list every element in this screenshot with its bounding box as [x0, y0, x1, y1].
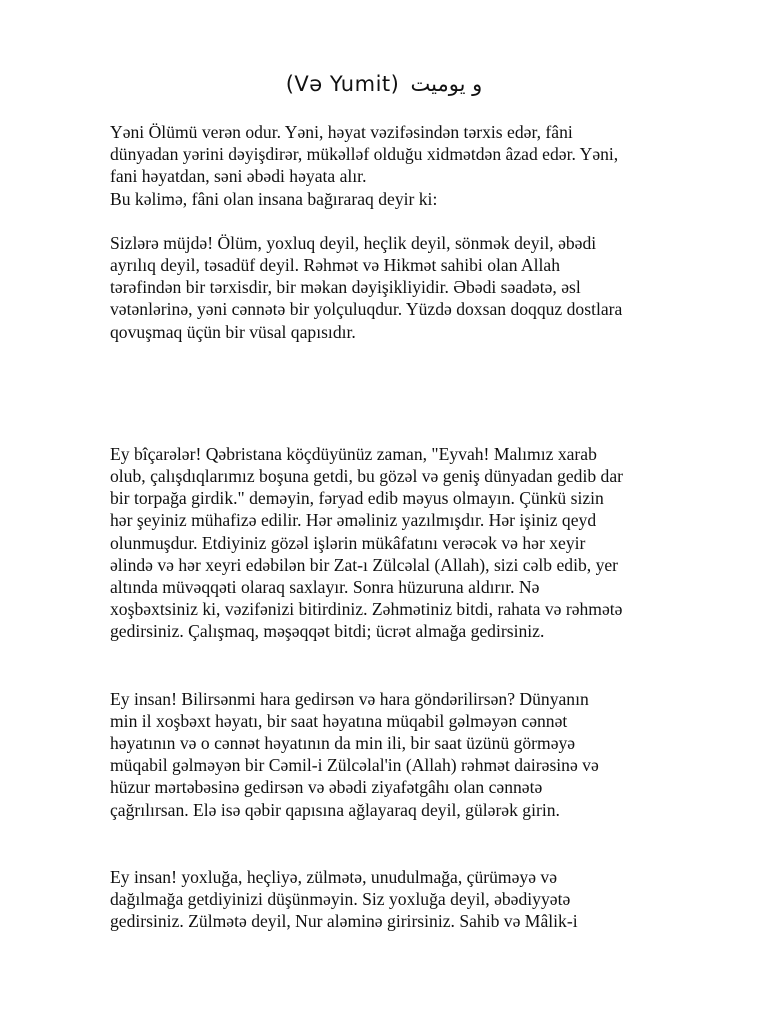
- document-body: [110, 121, 720, 932]
- paragraph-4: Ey bîçarələr! Qəbristana köçdüyünüz zaman, "Eyvah! Malımız xarab olub, çalışdıqlarımız boşuna getdi, bu gözəl və geniş dünyadan gedib dar bir torpağa girdik." deməyin, fəryad edib məyus olmayın. Çünkü sizin hər şeyiniz mühafizə edilir. Hər əməliniz yazılmışdır. Hər işiniz qeyd olunmuşdur. Etdiyiniz gözəl işlərin mükâfatını verəcək və hər xeyir əlində və hər xeyri edəbilən bir Zat-ı Zülcəlal (Allah), sizi cəlb edib, yer altında müvəqqəti olaraq saxlayır. Sonra hüzuruna aldırır. Nə xoşbəxtsiniz ki, vəzifənizi bitirdiniz. Zəhmətiniz bitdi, rahata və rəhmətə gedirsiniz. Çalışmaq, məşəqqət bitdi; ücrət almağa gedirsiniz.: [110, 443, 624, 642]
- paragraph-3: Sizlərə müjdə! Ölüm, yoxluq deyil, heçlik deyil, sönmək deyil, əbədi ayrılıq deyil, təsadüf deyil. Rəhmət və Hikmət sahibi olan Allah tərəfindən bir tərxisdir, bir məkan dəyişikliyidir. Əbədi səadətə, əsl vətənlərinə, yəni cənnətə bir yolçuluqdur. Yüzdə doxsan doqquz dostlara qovuşmaq üçün bir vüsal qapısıdır.: [110, 232, 623, 342]
- paragraph-5: Ey insan! Bilirsənmi hara gedirsən və hara göndərilirsən? Dünyanın min il xoşbəxt həyatı, bir saat həyatına müqabil gəlməyən cənnət həyatının və o cənnət həyatının da min ili, bir saat üzünü görməyə müqabil gəlməyən bir Cəmil-i Zülcəlal'in (Allah) rəhmət dairəsinə və hüzur mərtəbəsinə gedirsən və əbədi ziyafətgâhı olan cənnətə çağrılırsan. Elə isə qəbir qapısına ağlayaraq deyil, gülərək girin.: [110, 688, 599, 820]
- title-latin: (Və Yumit): [285, 72, 400, 96]
- paragraph-6: Ey insan! yoxluğa, heçliyə, zülmətə, unudulmağa, çürüməyə və dağılmağa getdiyinizi düşünməyin. Siz yoxluğa deyil, əbədiyyətə gedirsiniz. Zülmətə deyil, Nur aləminə girirsiniz. Sahib və Mâlik-i: [110, 866, 578, 932]
- title-arabic: و يوميت: [410, 72, 483, 96]
- page-title: [0, 70, 768, 98]
- paragraph-1: Yəni Ölümü verən odur. Yəni, həyat vəzifəsindən tərxis edər, fâni dünyadan yərini dəyişdirər, mükəlləf olduğu xidmətdən âzad edər. Yəni, fani həyatdan, səni əbədi həyata alır.: [110, 122, 619, 187]
- paragraph-2: Bu kəlimə, fâni olan insana bağıraraq deyir ki:: [110, 188, 438, 209]
